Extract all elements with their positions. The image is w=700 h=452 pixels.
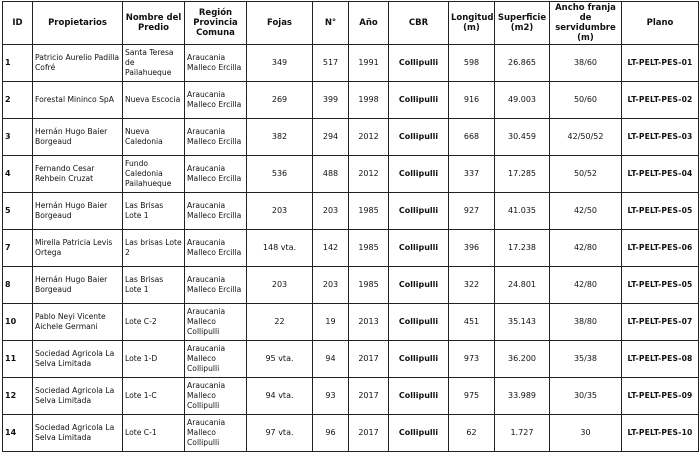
- header-longitud: Longitud (m): [449, 2, 495, 45]
- cell-longitud: 598: [449, 45, 495, 82]
- cell-plano: LT-PELT-PES-01: [622, 45, 699, 82]
- cell-longitud: 62: [449, 415, 495, 452]
- cell-superficie: 17.238: [495, 230, 550, 267]
- cell-id: 7: [3, 230, 33, 267]
- cell-ancho: 38/60: [550, 45, 622, 82]
- cell-predio: Nueva Escocia: [123, 82, 185, 119]
- cell-ancho: 50/52: [550, 156, 622, 193]
- cell-id: 8: [3, 267, 33, 304]
- cell-cbr: Collipulli: [389, 230, 449, 267]
- cell-propietario: Hernán Hugo Baier Borgeaud: [33, 267, 123, 304]
- cell-ancho: 30/35: [550, 378, 622, 415]
- cell-superficie: 1.727: [495, 415, 550, 452]
- cell-anio: 2017: [349, 341, 389, 378]
- cell-region: Araucania Malleco Ercilla: [185, 156, 247, 193]
- cell-region: Araucania Malleco Ercilla: [185, 45, 247, 82]
- cell-numero: 399: [313, 82, 349, 119]
- cell-anio: 2012: [349, 156, 389, 193]
- cell-fojas: 269: [247, 82, 313, 119]
- table-row: [3, 378, 699, 415]
- cell-longitud: 927: [449, 193, 495, 230]
- cell-cbr: Collipulli: [389, 378, 449, 415]
- cell-anio: 1985: [349, 193, 389, 230]
- table-row: [3, 45, 699, 82]
- cell-propietario: Forestal Mininco SpA: [33, 82, 123, 119]
- cell-longitud: 916: [449, 82, 495, 119]
- cell-plano: LT-PELT-PES-05: [622, 193, 699, 230]
- cell-id: 4: [3, 156, 33, 193]
- cell-cbr: Collipulli: [389, 267, 449, 304]
- cell-numero: 93: [313, 378, 349, 415]
- cell-superficie: 24.801: [495, 267, 550, 304]
- property-registry-table: [2, 1, 699, 452]
- cell-numero: 488: [313, 156, 349, 193]
- cell-fojas: 148 vta.: [247, 230, 313, 267]
- cell-anio: 1998: [349, 82, 389, 119]
- header-propietarios: Propietarios: [33, 2, 123, 45]
- cell-numero: 142: [313, 230, 349, 267]
- cell-id: 11: [3, 341, 33, 378]
- cell-id: 14: [3, 415, 33, 452]
- cell-numero: 203: [313, 193, 349, 230]
- cell-id: 3: [3, 119, 33, 156]
- cell-longitud: 322: [449, 267, 495, 304]
- cell-predio: Las Brisas Lote 1: [123, 193, 185, 230]
- cell-region: Araucania Malleco Ercilla: [185, 267, 247, 304]
- cell-id: 1: [3, 45, 33, 82]
- cell-cbr: Collipulli: [389, 193, 449, 230]
- cell-anio: 2017: [349, 378, 389, 415]
- cell-longitud: 973: [449, 341, 495, 378]
- cell-longitud: 668: [449, 119, 495, 156]
- header-predio: Nombre del Predio: [123, 2, 185, 45]
- cell-plano: LT-PELT-PES-06: [622, 230, 699, 267]
- cell-cbr: Collipulli: [389, 304, 449, 341]
- table-row: [3, 304, 699, 341]
- cell-longitud: 337: [449, 156, 495, 193]
- cell-superficie: 35.143: [495, 304, 550, 341]
- table-row: [3, 156, 699, 193]
- table-row: [3, 193, 699, 230]
- cell-longitud: 451: [449, 304, 495, 341]
- cell-superficie: 30.459: [495, 119, 550, 156]
- cell-plano: LT-PELT-PES-09: [622, 378, 699, 415]
- cell-propietario: Sociedad Agricola La Selva Limitada: [33, 341, 123, 378]
- cell-fojas: 203: [247, 193, 313, 230]
- cell-region: Araucania Malleco Ercilla: [185, 193, 247, 230]
- cell-numero: 94: [313, 341, 349, 378]
- cell-superficie: 33.989: [495, 378, 550, 415]
- cell-fojas: 536: [247, 156, 313, 193]
- cell-plano: LT-PELT-PES-04: [622, 156, 699, 193]
- cell-fojas: 95 vta.: [247, 341, 313, 378]
- cell-ancho: 30: [550, 415, 622, 452]
- cell-numero: 517: [313, 45, 349, 82]
- cell-propietario: Hernán Hugo Baier Borgeaud: [33, 193, 123, 230]
- header-region: Región Provincia Comuna: [185, 2, 247, 45]
- table-row: [3, 82, 699, 119]
- cell-cbr: Collipulli: [389, 415, 449, 452]
- cell-longitud: 975: [449, 378, 495, 415]
- cell-region: Araucania Malleco Collipulli: [185, 304, 247, 341]
- cell-plano: LT-PELT-PES-07: [622, 304, 699, 341]
- header-ancho: Ancho franja de servidumbre (m): [550, 2, 622, 45]
- cell-predio: Lote C-2: [123, 304, 185, 341]
- cell-ancho: 38/80: [550, 304, 622, 341]
- cell-ancho: 42/80: [550, 230, 622, 267]
- cell-ancho: 35/38: [550, 341, 622, 378]
- cell-superficie: 36.200: [495, 341, 550, 378]
- cell-numero: 96: [313, 415, 349, 452]
- header-id: ID: [3, 2, 33, 45]
- header-superficie: Superficie (m2): [495, 2, 550, 45]
- cell-superficie: 26.865: [495, 45, 550, 82]
- cell-cbr: Collipulli: [389, 156, 449, 193]
- header-plano: Plano: [622, 2, 699, 45]
- cell-region: Araucania Malleco Ercilla: [185, 119, 247, 156]
- cell-fojas: 97 vta.: [247, 415, 313, 452]
- cell-fojas: 382: [247, 119, 313, 156]
- cell-cbr: Collipulli: [389, 45, 449, 82]
- cell-superficie: 49.003: [495, 82, 550, 119]
- cell-fojas: 203: [247, 267, 313, 304]
- cell-region: Araucania Malleco Collipulli: [185, 378, 247, 415]
- cell-ancho: 42/50: [550, 193, 622, 230]
- cell-ancho: 50/60: [550, 82, 622, 119]
- cell-predio: Lote C-1: [123, 415, 185, 452]
- cell-anio: 2017: [349, 415, 389, 452]
- table-row: [3, 415, 699, 452]
- cell-region: Araucania Malleco Collipulli: [185, 341, 247, 378]
- cell-numero: 294: [313, 119, 349, 156]
- cell-predio: Lote 1-C: [123, 378, 185, 415]
- table-row: [3, 230, 699, 267]
- cell-fojas: 22: [247, 304, 313, 341]
- table-body: [3, 45, 699, 452]
- cell-numero: 19: [313, 304, 349, 341]
- table-row: [3, 267, 699, 304]
- cell-id: 10: [3, 304, 33, 341]
- cell-propietario: Pablo Neyi Vicente Aichele Germani: [33, 304, 123, 341]
- cell-cbr: Collipulli: [389, 341, 449, 378]
- cell-predio: Nueva Caledonia: [123, 119, 185, 156]
- cell-superficie: 41.035: [495, 193, 550, 230]
- cell-longitud: 396: [449, 230, 495, 267]
- cell-ancho: 42/80: [550, 267, 622, 304]
- cell-propietario: Hernán Hugo Baier Borgeaud: [33, 119, 123, 156]
- cell-plano: LT-PELT-PES-03: [622, 119, 699, 156]
- cell-id: 2: [3, 82, 33, 119]
- cell-propietario: Mirella Patricia Levis Ortega: [33, 230, 123, 267]
- cell-fojas: 94 vta.: [247, 378, 313, 415]
- cell-plano: LT-PELT-PES-02: [622, 82, 699, 119]
- cell-predio: Lote 1-D: [123, 341, 185, 378]
- cell-predio: Fundo Caledonia Pailahueque: [123, 156, 185, 193]
- cell-anio: 1985: [349, 267, 389, 304]
- cell-id: 12: [3, 378, 33, 415]
- cell-region: Araucania Malleco Ercilla: [185, 230, 247, 267]
- cell-propietario: Sociedad Agricola La Selva Limitada: [33, 378, 123, 415]
- cell-anio: 1985: [349, 230, 389, 267]
- cell-anio: 1991: [349, 45, 389, 82]
- cell-anio: 2013: [349, 304, 389, 341]
- table-row: [3, 119, 699, 156]
- header-numero: N°: [313, 2, 349, 45]
- header-cbr: CBR: [389, 2, 449, 45]
- cell-predio: Las brisas Lote 2: [123, 230, 185, 267]
- cell-predio: Santa Teresa de Pailahueque: [123, 45, 185, 82]
- cell-plano: LT-PELT-PES-08: [622, 341, 699, 378]
- table-row: [3, 341, 699, 378]
- cell-numero: 203: [313, 267, 349, 304]
- header-fojas: Fojas: [247, 2, 313, 45]
- cell-cbr: Collipulli: [389, 82, 449, 119]
- cell-superficie: 17.285: [495, 156, 550, 193]
- cell-plano: LT-PELT-PES-05: [622, 267, 699, 304]
- cell-cbr: Collipulli: [389, 119, 449, 156]
- cell-propietario: Fernando Cesar Rehbein Cruzat: [33, 156, 123, 193]
- cell-id: 5: [3, 193, 33, 230]
- cell-region: Araucania Malleco Collipulli: [185, 415, 247, 452]
- cell-propietario: Patricio Aurelio Padilla Cofré: [33, 45, 123, 82]
- cell-fojas: 349: [247, 45, 313, 82]
- cell-anio: 2012: [349, 119, 389, 156]
- cell-plano: LT-PELT-PES-10: [622, 415, 699, 452]
- cell-propietario: Sociedad Agricola La Selva Limitada: [33, 415, 123, 452]
- cell-ancho: 42/50/52: [550, 119, 622, 156]
- cell-region: Araucania Malleco Ercilla: [185, 82, 247, 119]
- cell-predio: Las Brisas Lote 1: [123, 267, 185, 304]
- header-anio: Año: [349, 2, 389, 45]
- header-row: [3, 2, 699, 45]
